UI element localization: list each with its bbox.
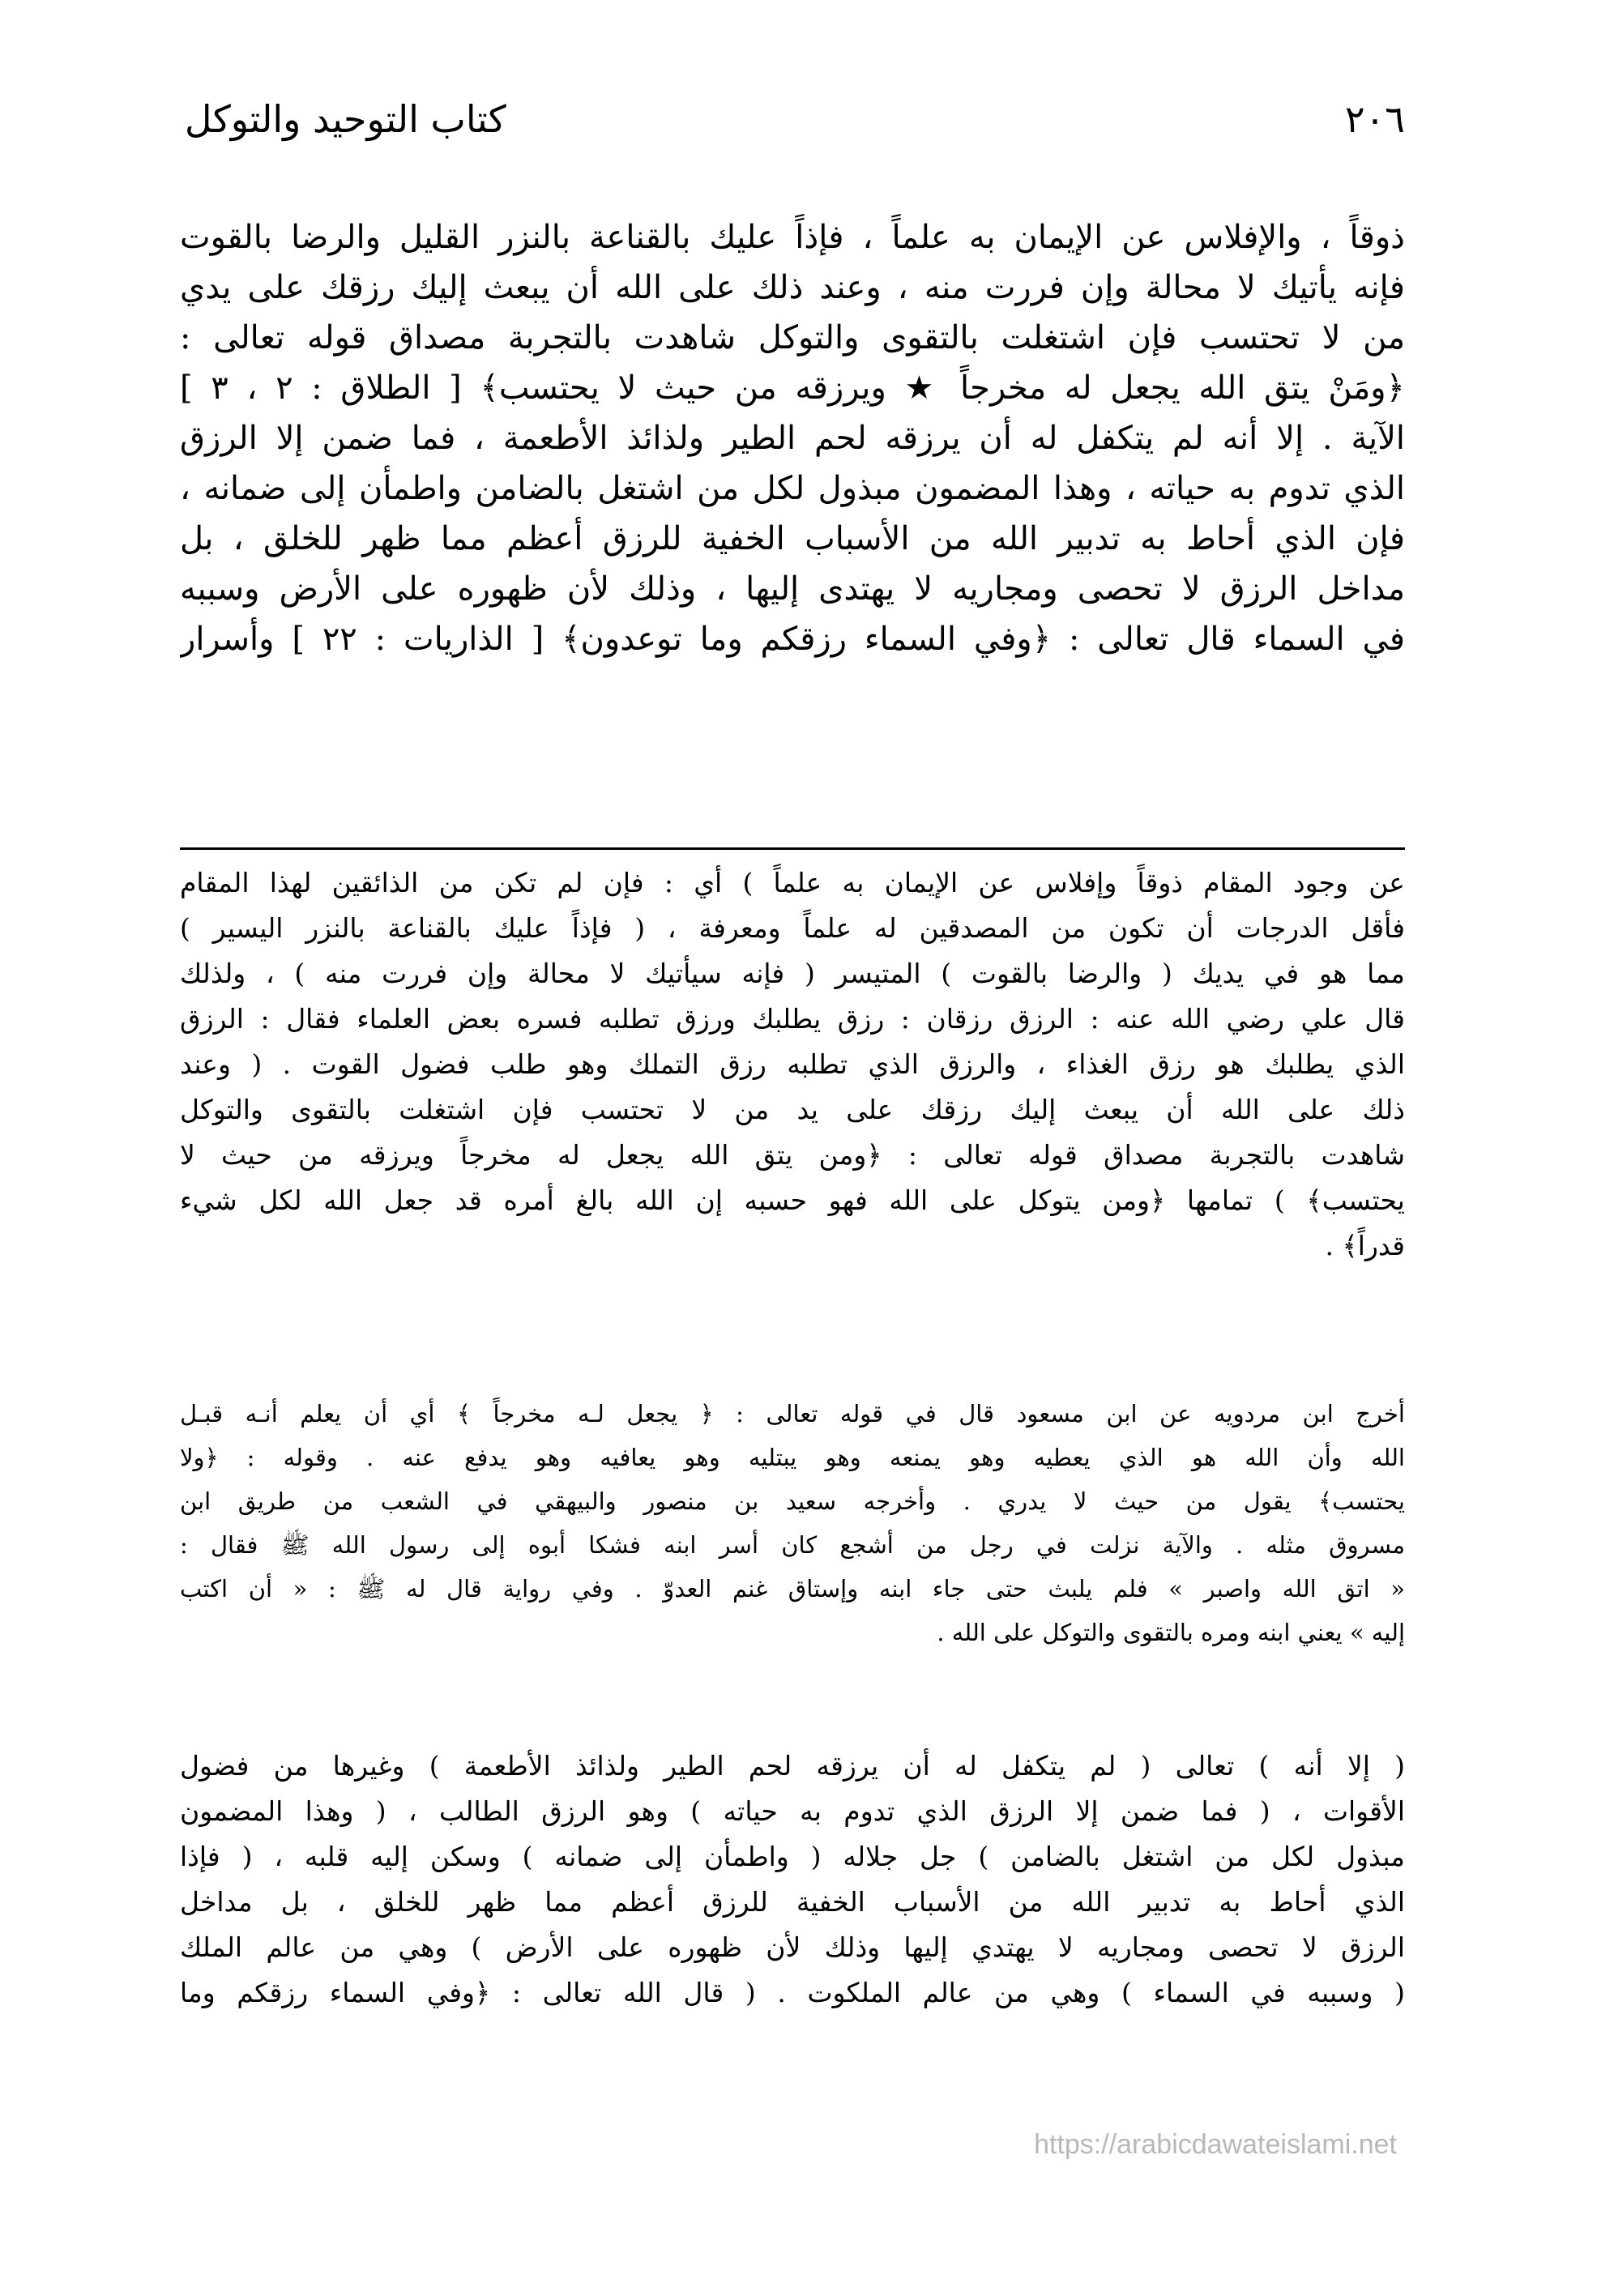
watermark-url: https://arabicdawateislami.net <box>1034 2129 1397 2160</box>
commentary-line: مبذول لكل من اشتغل بالضامن ) جل جلاله ( واطمأن إلى ضمانه ) وسكن إليه قلبه ، ( فإذا <box>180 1841 1405 1872</box>
hadith-note-line: أخرج ابن مردويه عن ابن مسعود قال في قوله تعالى : ﴿ يجعل لـه مخرجاً ﴾ أي أن يعلم أنـه قبـل <box>180 1400 1405 1428</box>
hadith-note-line: إليه » يعني ابنه ومره بالتقوى والتوكل على الله . <box>937 1619 1405 1646</box>
commentary-line: يحتسب﴾ ) تمامها ﴿ومن يتوكل على الله فهو حسبه إن الله بالغ أمره قد جعل الله لكل شيء <box>180 1184 1405 1216</box>
commentary-line: الذي يطلبك هو رزق الغذاء ، والرزق الذي تطلبه رزق التملك وهو طلب فضول القوت . ( وعند <box>180 1048 1405 1080</box>
main-text-line: فإنه يأتيك لا محالة وإن فررت منه ، وعند ذلك على الله أن يبعث إليك رزقك على يدي <box>180 269 1405 306</box>
main-text-line: فإن الذي أحاط به تدبير الله من الأسباب الخفية للرزق أعظم مما ظهر للخلق ، بل <box>180 520 1405 557</box>
commentary-continued-block <box>180 1743 1405 2016</box>
hadith-note-line: مسروق مثله . والآية نزلت في رجل من أشجع كان أسر ابنه فشكا أبوه إلى رسول الله ﷺ فقال : <box>180 1531 1405 1559</box>
hadith-note-line: يحتسب﴾ يقول من حيث لا يدري . وأخرجه سعيد بن منصور والبيهقي في الشعب من طريق ابن <box>180 1487 1405 1515</box>
main-text-block <box>180 212 1405 664</box>
main-text-line: من لا تحتسب فإن اشتغلت بالتقوى والتوكل شاهدت بالتجربة مصداق قوله تعالى : <box>180 319 1405 356</box>
commentary-line: فأقل الدرجات أن تكون من المصدقين له علماً ومعرفة ، ( فإذاً عليك بالقناعة بالنزر اليسير ) <box>180 912 1405 944</box>
page-number: ٢٠٦ <box>1344 97 1405 141</box>
commentary-line: ذلك على الله أن يبعث إليك رزقك على يد من لا تحتسب فإن اشتغلت بالتقوى والتوكل <box>180 1094 1405 1125</box>
commentary-line: شاهدت بالتجربة مصداق قوله تعالى : ﴿ومن يتق الله يجعل له مخرجاً ويرزقه من حيث لا <box>180 1139 1405 1171</box>
commentary-line: الأقوات ، ( فما ضمن إلا الرزق الذي تدوم به حياته ) وهو الرزق الطالب ، ( وهذا المضمون <box>180 1795 1405 1827</box>
commentary-line: قدراً﴾ . <box>1325 1230 1405 1261</box>
commentary-line: ( إلا أنه ) تعالى ( لم يتكفل له أن يرزقه لحم الطير ولذائذ الأطعمة ) وغيرها من فضول <box>180 1750 1405 1782</box>
book-title: كتاب التوحيد والتوكل <box>185 97 506 141</box>
hadith-note-line: « اتق الله واصبر » فلم يلبث حتى جاء ابنه وإستاق غنم العدوّ . وفي رواية قال له ﷺ : « أن اكتب <box>180 1575 1405 1603</box>
commentary-line: عن وجود المقام ذوقاً وإفلاس عن الإيمان به علماً ) أي : فإن لم تكن من الذائقين لهذا المقام <box>180 867 1405 898</box>
commentary-line: مما هو في يديك ( والرضا بالقوت ) المتيسر ( فإنه سيأتيك لا محالة وإن فررت منه ) ، ولذلك <box>180 958 1405 989</box>
commentary-line: الذي أحاط به تدبير الله من الأسباب الخفية للرزق أعظم مما ظهر للخلق ، بل مداخل <box>180 1886 1405 1918</box>
hadith-note-line: الله وأن الله هو الذي يعطيه وهو يمنعه وهو يبتليه وهو يعافيه وهو يدفع عنه . وقوله : ﴿ولا <box>180 1444 1405 1471</box>
page-header <box>185 97 1405 162</box>
main-text-line: في السماء قال تعالى : ﴿وفي السماء رزقكم وما توعدون﴾ [ الذاريات : ٢٢ ] وأسرار <box>180 621 1405 658</box>
main-text-line: الذي تدوم به حياته ، وهذا المضمون مبذول لكل من اشتغل بالضامن واطمأن إلى ضمانه ، <box>180 470 1405 507</box>
commentary-line: قال علي رضي الله عنه : الرزق رزقان : رزق يطلبك ورزق تطلبه فسره بعض العلماء فقال : الرزق <box>180 1003 1405 1035</box>
section-divider <box>180 847 1405 850</box>
main-text-line: ﴿ومَنْ يتق الله يجعل له مخرجاً ★ ويرزقه من حيث لا يحتسب﴾ [ الطلاق : ٢ ، ٣ ] <box>180 369 1405 407</box>
main-text-line: مداخل الرزق لا تحصى ومجاريه لا يهتدى إليها ، وذلك لأن ظهوره على الأرض وسببه <box>180 570 1405 608</box>
main-text-line: ذوقاً ، والإفلاس عن الإيمان به علماً ، فإذاً عليك بالقناعة بالنزر القليل والرضا بالقوت <box>180 219 1405 256</box>
hadith-note-block <box>180 1392 1405 1654</box>
commentary-line: الرزق لا تحصى ومجاريه لا يهتدي إليها وذلك لأن ظهوره على الأرض ) وهي من عالم الملك <box>180 1931 1405 1963</box>
commentary-block <box>180 860 1405 1269</box>
commentary-line: ( وسببه في السماء ) وهي من عالم الملكوت . ( قال الله تعالى : ﴿وفي السماء رزقكم وما <box>180 1977 1405 2008</box>
main-text-line: الآية . إلا أنه لم يتكفل له أن يرزقه لحم الطير ولذائذ الأطعمة ، فما ضمن إلا الرزق <box>180 420 1405 457</box>
